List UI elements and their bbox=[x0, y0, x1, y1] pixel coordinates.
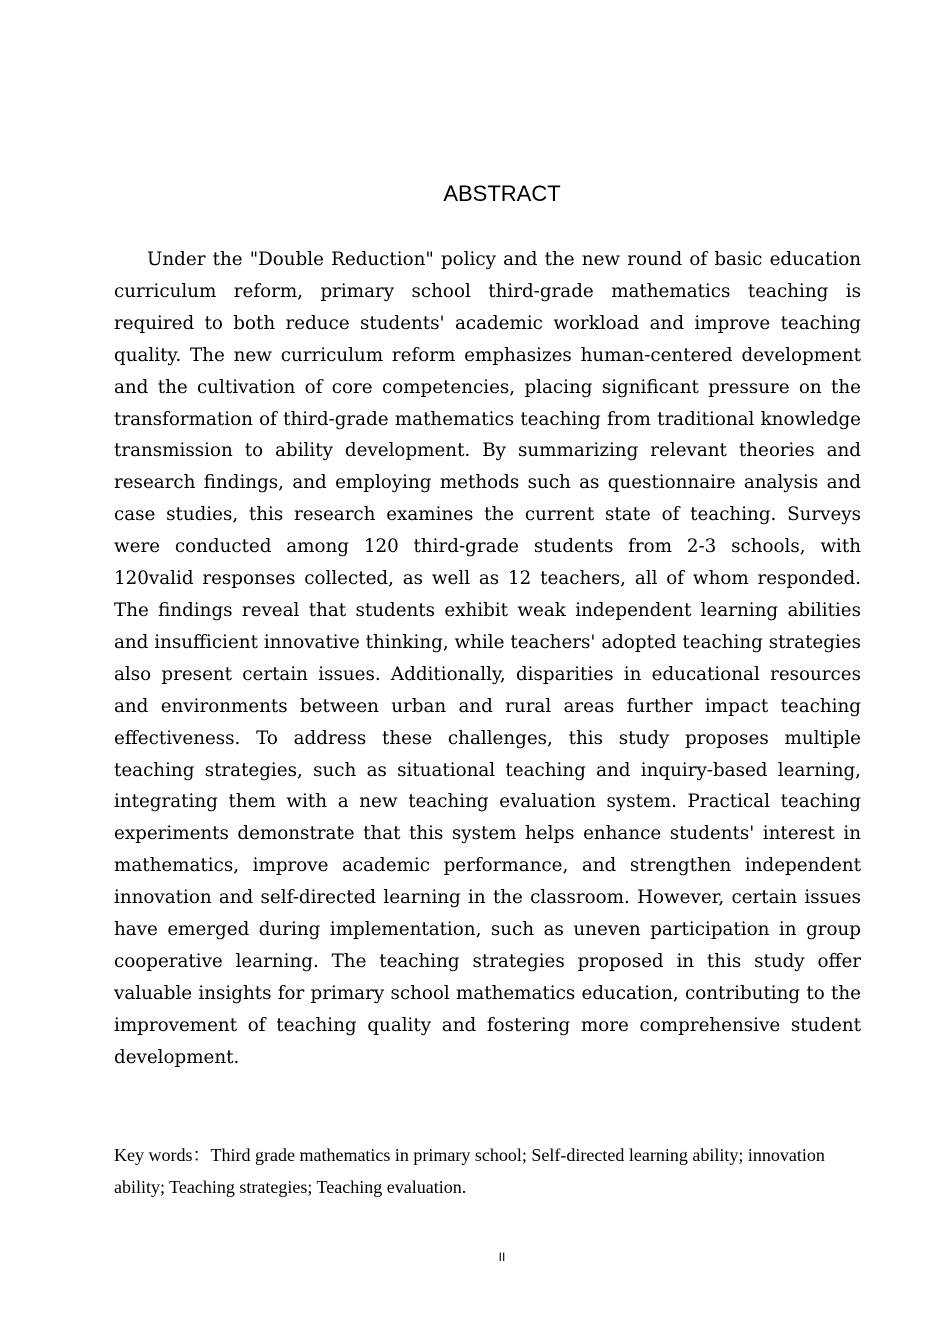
keywords-label: Key words： bbox=[114, 1145, 211, 1165]
keywords-section bbox=[114, 1139, 834, 1203]
keywords-list: Third grade mathematics in primary school; Self-directed learning ability; innovation ability; Teaching strategies; Teaching evaluation. bbox=[114, 1145, 825, 1197]
abstract-body: Under the "Double Reduction" policy and the new round of basic education curriculum reform, primary school third-grade mathematics teaching is required to both reduce students' academic workload and improve teaching quality. The new curriculum reform emphasizes human-centered development and the cultivation of core competencies, placing significant pressure on the transformation of third-grade mathematics teaching from traditional knowledge transmission to ability development. By summarizing relevant theories and research findings, and employing methods such as questionnaire analysis and case studies, this research examines the current state of teaching. Surveys were conducted among 120 third-grade students from 2-3 schools, with 120valid responses collected, as well as 12 teachers, all of whom responded. The findings reveal that students exhibit weak independent learning abilities and insufficient innovative thinking, while teachers' adopted teaching strategies also present certain issues. Additionally, disparities in educational resources and environments between urban and rural areas further impact teaching effectiveness. To address these challenges, this study proposes multiple teaching strategies, such as situational teaching and inquiry-based learning, integrating them with a new teaching evaluation system. Practical teaching experiments demonstrate that this system helps enhance students' interest in mathematics, improve academic performance, and strengthen independent innovation and self-directed learning in the classroom. However, certain issues have emerged during implementation, such as uneven participation in group cooperative learning. The teaching strategies proposed in this study offer valuable insights for primary school mathematics education, contributing to the improvement of teaching quality and fostering more comprehensive student development. bbox=[114, 249, 861, 1068]
abstract-title: ABSTRACT bbox=[443, 181, 561, 206]
page-number: II bbox=[498, 1250, 506, 1264]
